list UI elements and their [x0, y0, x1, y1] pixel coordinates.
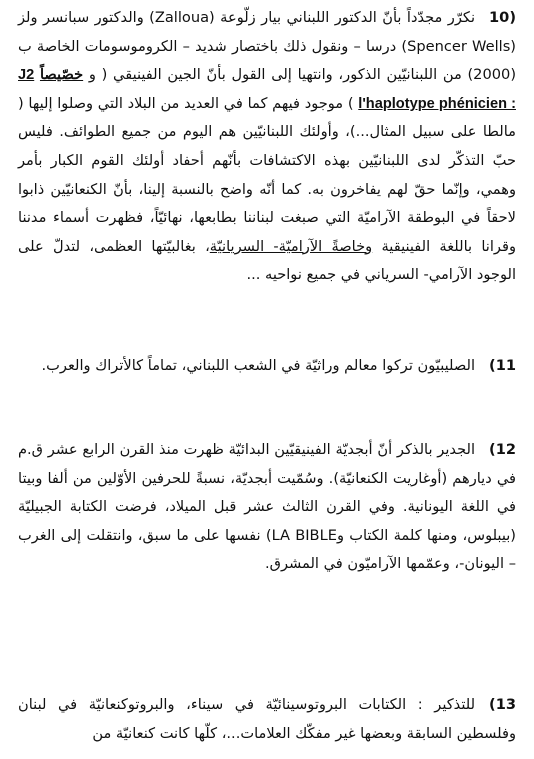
haplotype-term: J2 l'haplotype phénicien : — [18, 67, 516, 112]
latin-name: (Spencer Wells) — [401, 37, 517, 55]
paragraph-text: ، بغالبيّتها العظمى، لتدلّ على الوجود الآرامي- السرياني في جميع نواحيه ... — [18, 237, 516, 284]
underlined-text: وخاصةً الآراميّة- السريانيّة — [209, 237, 373, 255]
paragraph-number: 12) — [489, 441, 516, 458]
paragraph-11 — [18, 352, 516, 381]
emphasis-text: خصّيصاً — [39, 67, 84, 84]
paragraph-text: الصليبيّون تركوا معالم وراثيّة في الشعب اللبناني، تماماً كالأتراك والعرب. — [41, 357, 476, 374]
latin-term: LA BIBLE — [271, 526, 337, 544]
paragraph-13 — [18, 691, 516, 748]
paragraph-number: 13) — [489, 696, 516, 713]
latin-name: (Zalloua) — [149, 9, 215, 26]
paragraph-text: الجدير بالذكر أنّ أبجديّة الفينيقيّين البدائيّة ظهرت منذ القرن الرابع عشر ق.م في ديارهم (أوغاريت الكنعانيّة). وسُمّيت أبجديّة، نسبةً للحرفين الأوّلين من ألفا وبيتا في اللغة اليونانية. وفي القرن الثالث عشر قبل الميلاد، فرضت الكتابة الجبيليّة (بيبلوس، ومنها كلمة الكتاب و — [18, 441, 516, 544]
paragraph-12: 12)الجدير بالذكر أنّ أبجديّة الفينيقيّين البدائيّة ظهرت منذ القرن الرابع عشر ق.م في ديارهم (أوغاريت الكنعانيّة). وسُمّيت أبجديّة، نسبةً للحرفين الأوّلين من ألفا وبيتا في اللغة اليونانية. وفي القرن الثالث عشر قبل الميلاد، فرضت الكتابة الجبيليّة (بيبلوس، ومنها كلمة الكتاب وLA BIBLE) نفسها على ما سبق، وانتقلت إلى الغرب – اليونان-، وعمّمها الآراميّون في المشرق. — [18, 441, 516, 573]
paragraph-10 — [18, 4, 516, 290]
paragraph-text: ) موجود فيهم كما في العديد من البلاد التي وصلوا إليها ( مالطا على سبيل المثال...)، وأولئك اللبنانيّين هم اليوم من جميع الطوائف. فليس حبّ التذكّر لدى اللبنانيّين بهذه الاكتشافات بأنّهم أحفاد أولئك القوم الكبار بأمر وهمي، وإنّما حقّ لهم يفاخرون به. كما أنّه واضح بالنسبة إلينا، بأنّ الكنعانيّين ذابوا لاحقاً في البوطقة الآراميّة التي صبغت لبناننا بطابعها، نهائيّاً، فظهرت أسماء مدننا وقرانا باللغة الفينيقية — [18, 94, 516, 255]
paragraph-text: نكرّر مجدّداً بأنّ الدكتور اللبناني بيار زلّوعة — [220, 9, 476, 26]
paragraph-text: للتذكير : الكتابات البروتوسينائيّة في سيناء، والبروتوكنعانيّة في لبنان وفلسطين السابقة وبعضها غير مفكّك العلامات...، كلّها كانت كنعانيّة من — [18, 696, 516, 742]
paragraph-text: نفسها على ما سبق، وانتقلت إلى الغرب – اليونان-، وعمّمها الآراميّون في المشرق. — [18, 526, 516, 573]
paragraph-number: (10 — [489, 9, 516, 26]
paragraph-text: درسا – ونقول ذلك باختصار شديد – الكروموسومات الخاصة ب (2000) من اللبنانيّين الذكور، وانتهيا إلى القول بأنّ الجين الفينيقي ( و — [18, 37, 517, 84]
paragraph-number: 11) — [489, 357, 516, 374]
paragraph-text: والدكتور سبانسر ولز — [18, 9, 144, 26]
